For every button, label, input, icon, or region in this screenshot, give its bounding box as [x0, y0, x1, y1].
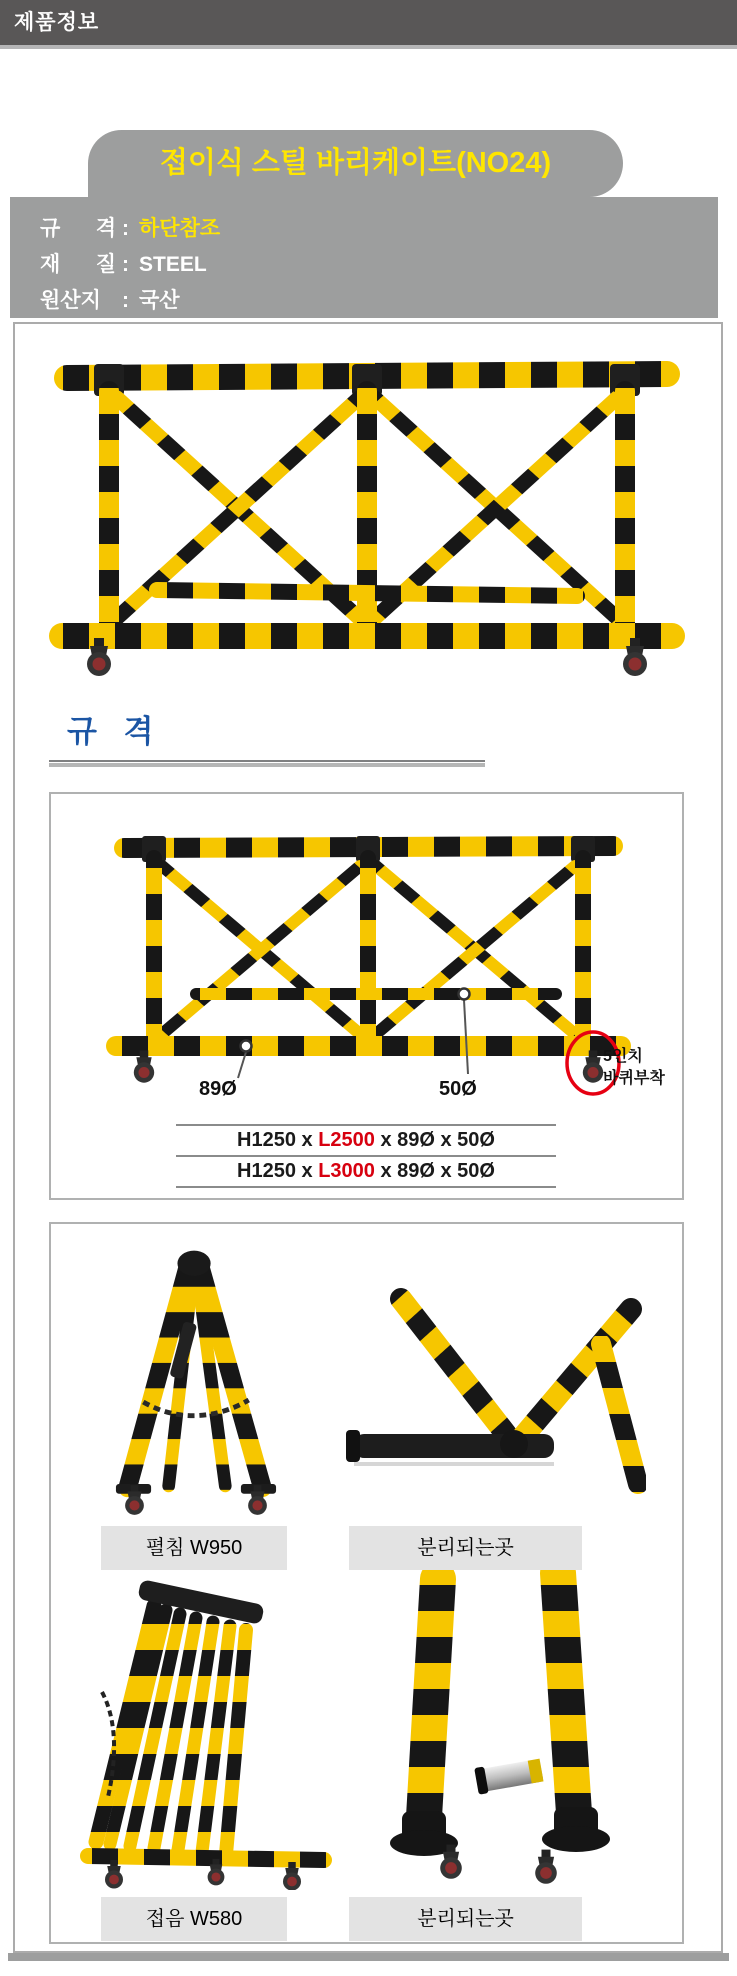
page-header-bar: [0, 0, 737, 45]
spec-row-material: [40, 247, 718, 283]
caption-unfolded: 펼침 W950: [101, 1526, 287, 1570]
callout-label-89: 89Ø: [199, 1078, 237, 1100]
gallery-photo-separated-legs: [346, 1559, 646, 1891]
page-bottom-bar: [8, 1953, 729, 1961]
dimension-table: [176, 1124, 556, 1188]
header-divider: [0, 45, 737, 49]
dim-pre: H1250 x: [237, 1160, 319, 1182]
spec-label: 재 질: [40, 253, 116, 276]
dim-post: x 89Ø x 50Ø: [374, 1129, 495, 1151]
gallery-box: [49, 1222, 684, 1944]
product-title: 접이식 스틸 바리케이트(NO24): [159, 147, 552, 179]
wheel-note-line2: 바퀴부착: [603, 1069, 665, 1087]
table-row: [176, 1155, 556, 1186]
gallery-photo-joint: [346, 1284, 646, 1519]
callout-dot-89: [241, 1041, 252, 1052]
callout-label-50: 50Ø: [439, 1078, 477, 1100]
spec-value: STEEL: [139, 253, 207, 276]
spec-value: 하단참조: [139, 217, 221, 240]
callout-dot-50: [459, 989, 470, 1000]
spec-value: 국산: [139, 289, 180, 312]
caster-wheel-icon: [535, 1850, 557, 1884]
spec-row-size: [40, 211, 718, 247]
spec-separator: :: [122, 289, 129, 312]
spec-separator: :: [122, 217, 129, 240]
content-container: [13, 322, 723, 1953]
caption-joint: 분리되는곳: [349, 1526, 582, 1570]
caption-separated: 분리되는곳: [349, 1897, 582, 1941]
dim-post: x 89Ø x 50Ø: [374, 1160, 495, 1182]
gallery-photo-folded: [66, 1572, 346, 1890]
caption-folded: 접음 W580: [101, 1897, 287, 1941]
product-photo-barricade: [37, 336, 697, 686]
spec-label: 원산지: [40, 289, 101, 312]
dim-pre: H1250 x: [237, 1129, 319, 1151]
spec-diagram-barricade: [96, 816, 641, 1116]
table-row: [176, 1124, 556, 1155]
product-spec-summary: [10, 197, 718, 318]
page-title: 제품정보: [14, 11, 100, 34]
spec-label: 규 격: [40, 217, 116, 240]
wheel-note: [603, 1046, 665, 1089]
dim-length-red: L2500: [318, 1129, 375, 1151]
gallery-photo-unfolded: [86, 1236, 306, 1524]
section-heading-spec: 규 격: [67, 714, 163, 749]
chrome-pin: [474, 1757, 544, 1795]
spec-diagram-box: [49, 792, 684, 1200]
section-underline: [49, 760, 485, 767]
wheel-note-line1: 5인치: [603, 1048, 643, 1065]
product-title-banner: [88, 130, 623, 197]
spec-row-origin: [40, 283, 718, 319]
dim-length-red: L3000: [318, 1160, 375, 1182]
spec-separator: :: [122, 253, 129, 276]
